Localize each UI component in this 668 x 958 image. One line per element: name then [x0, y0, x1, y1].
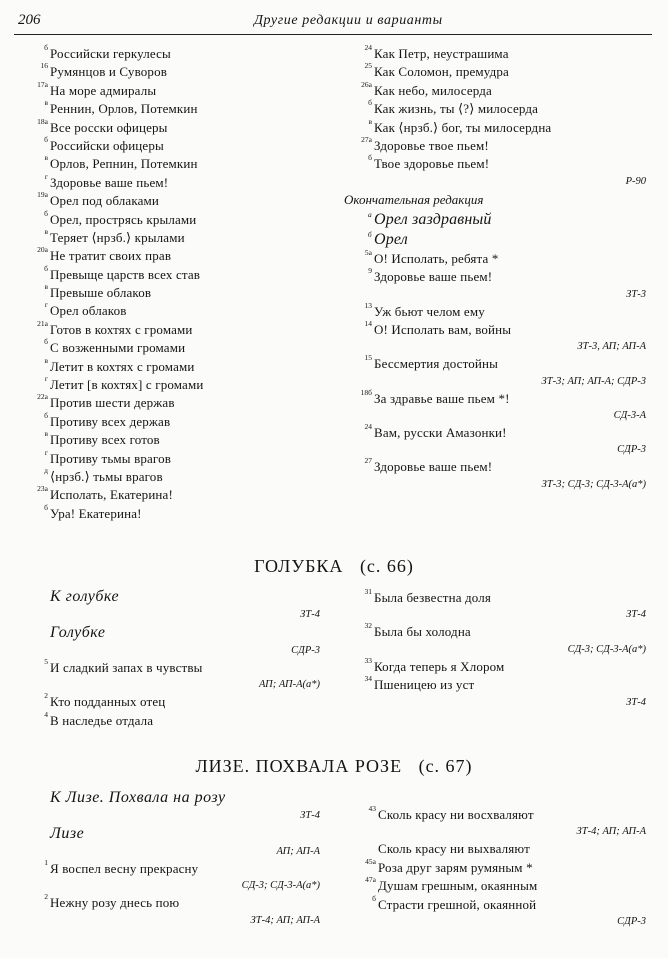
verse-line [37, 116, 335, 137]
line-marker: б [44, 502, 48, 512]
source-siglum: ЗТ-4; АП; АП-А [576, 826, 646, 838]
source-siglum: ЗТ-4 [626, 609, 646, 621]
running-header [14, 12, 652, 35]
line-text: Твое здоровье пьем! [374, 156, 490, 172]
line-marker: в [44, 355, 48, 365]
top-right-column [344, 43, 648, 493]
line-text: Превыше облаков [50, 285, 152, 301]
verse-line [44, 502, 335, 523]
verse-line [44, 98, 335, 118]
verse-line: 1 Я воспел весну прекрасну [44, 858, 199, 876]
line-text: Как Петр, неустрашима [374, 46, 509, 61]
top-left-column [37, 43, 335, 523]
line-text: Готов в кохтях с громами [50, 321, 193, 337]
verse-line [368, 98, 648, 118]
page-number: 206 [18, 12, 41, 28]
verse-line: 27 Здоровье ваше пьем! [364, 456, 493, 475]
line-text: Как жизнь, ты ⟨?⟩ милосерда [374, 101, 539, 117]
line-text: Против шести держав [50, 395, 175, 411]
line-marker: 25 [364, 61, 372, 71]
line-text: Ура! Екатерина! [50, 505, 142, 521]
line-marker: 27а [361, 134, 372, 144]
line-text: Теряет ⟨нрзб.⟩ крылами [50, 229, 185, 245]
verse-line: 32 Была бы холодна [364, 621, 471, 640]
running-title: Другие редакции и варианты [254, 13, 443, 28]
verse-line [44, 300, 335, 320]
line-marker: в [44, 226, 48, 236]
line-text: Противу тьмы врагов [50, 450, 172, 466]
line-text: Как Соломон, премудра [374, 64, 509, 80]
verse-line [368, 153, 648, 173]
verse-line: Сколь красу ни выхваляют [378, 841, 530, 857]
variant-title: К голубке [50, 588, 120, 605]
verse-line [37, 190, 335, 210]
verse-line [44, 171, 335, 192]
line-text: Здоровье твое пьем! [374, 137, 489, 153]
verse-line: 5 И сладкий запах в чувствы [44, 657, 203, 675]
golubka-right-column [364, 587, 648, 711]
line-marker: д [44, 465, 48, 475]
line-marker: г [44, 300, 48, 310]
verse-line [44, 374, 335, 394]
verse-line [361, 79, 648, 100]
verse-line: 43 Сколь красу ни восхваляют [368, 804, 534, 822]
line-marker: б [368, 153, 372, 163]
line-marker: 26а [361, 79, 372, 89]
verse-line [44, 447, 335, 468]
source-siglum: СД-3; СД-3-А(а*) [241, 880, 320, 892]
verse-line [37, 79, 335, 100]
title-variant-a: а Орел заздравный [367, 209, 492, 228]
verse-line: 14 О! Исполать вам, войны [364, 318, 512, 337]
verse-line [44, 282, 335, 302]
verse-line: 47а Душам грешным, окаянным [365, 875, 538, 894]
verse-line [37, 318, 335, 339]
line-marker: в [44, 282, 48, 292]
line-marker: 24 [364, 43, 372, 52]
source-siglum: СДР-3 [291, 645, 320, 656]
source-siglum: ЗТ-3; СД-3; СД-3-А(а*) [541, 478, 646, 490]
verse-line [44, 208, 335, 229]
line-text: Летит в кохтях с громами [50, 358, 195, 374]
line-text: Превыще царств всех став [50, 266, 201, 282]
verse-line: 24 Вам, русски Амазонки! [364, 422, 507, 441]
line-text: Реннин, Орлов, Потемкин [50, 101, 198, 117]
source-siglum: Р-90 [625, 175, 646, 187]
verse-line [44, 153, 335, 173]
verse-line [37, 392, 335, 412]
title-variant-b: б Орел [367, 229, 408, 248]
line-marker: 20а [37, 245, 48, 255]
verse-line: 2 Кто подданных отец [44, 691, 166, 710]
line-text: Как небо, милосерда [374, 82, 492, 98]
line-marker: 18а [37, 116, 48, 126]
line-text: Противу всех готов [50, 432, 160, 448]
line-text: Как ⟨нрзб.⟩ бог, ты милосердна [374, 119, 552, 135]
variant-title: Голубке [50, 624, 106, 641]
verse-line: 15 Бессмертия достойны [364, 353, 499, 372]
line-marker: в [368, 116, 372, 126]
source-siglum: СДР-3 [617, 444, 646, 456]
verse-line: 34 Пшеницею из уст [364, 674, 475, 693]
source-siglum: ЗТ-4; АП; АП-А [250, 914, 320, 926]
verse-line: 9 Здоровье ваше пьем! [368, 266, 493, 285]
source-siglum: СД-3-А [613, 410, 646, 422]
verse-line: 4 В наследье отдала [44, 709, 154, 728]
line-text: Орел облаков [50, 303, 127, 319]
line-text: Российски офицеры [50, 137, 164, 153]
section-title-lize: ЛИЗЕ. ПОХВАЛА РОЗЕ (с. 67) [195, 756, 473, 776]
verse-line [368, 116, 648, 137]
line-marker: б [44, 337, 48, 347]
source-siglum: АП; АП-А [276, 846, 320, 857]
verse-line [364, 61, 648, 81]
line-marker: г [44, 171, 48, 181]
line-marker: б [368, 98, 372, 108]
line-marker: б [44, 134, 48, 144]
verse-line [44, 43, 335, 63]
verse-line [44, 465, 335, 486]
verse-line [44, 226, 335, 247]
source-siglum: ЗТ-3 [626, 288, 646, 300]
verse-line: б Страсти грешной, окаянной [372, 893, 537, 912]
verse-line [44, 134, 335, 155]
verse-line: 45а Роза друг зарям румяным * [365, 856, 533, 875]
source-siglum: СДР-3 [617, 915, 646, 927]
verse-line [361, 134, 648, 155]
line-marker: 22а [37, 392, 48, 402]
source-siglum: ЗТ-3; АП; АП-А; СДР-3 [541, 375, 646, 387]
source-siglum: СД-3; СД-3-А(а*) [567, 643, 646, 655]
line-text: С возженными громами [50, 340, 186, 356]
verse-line [364, 43, 648, 63]
verse-line [44, 263, 335, 284]
lize-right-column [365, 804, 648, 930]
line-marker: б [44, 263, 48, 273]
verse-line [37, 484, 335, 504]
line-text: Здоровье ваше пьем! [50, 174, 169, 190]
line-text: Противу всех держав [50, 413, 171, 429]
line-text: Румянцов и Суворов [50, 64, 168, 80]
line-text: На море адмиралы [50, 82, 157, 98]
source-siglum: ЗТ-4 [300, 609, 320, 620]
line-marker: в [44, 429, 48, 439]
line-marker: б [44, 410, 48, 420]
verse-line [44, 355, 335, 376]
section-title-golubka: ГОЛУБКА (с. 66) [254, 556, 414, 576]
source-siglum: ЗТ-3, АП; АП-А [577, 341, 646, 353]
line-marker: 16 [40, 61, 48, 71]
line-marker: 19а [37, 190, 48, 200]
line-marker: в [44, 98, 48, 108]
line-text: Исполать, Екатерина! [50, 487, 173, 503]
verse-line: 5а О! Исполать, ребята * [364, 247, 499, 266]
line-text: Летит [в кохтях] с громами [50, 377, 204, 393]
variant-lines-24-27 [361, 43, 648, 174]
source-siglum: АП; АП-А(а*) [259, 679, 320, 691]
verse-line: 18б За здравье ваше пьем *! [360, 387, 510, 406]
verse-line: 33 Когда теперь я Хлором [364, 655, 505, 674]
line-marker: г [44, 447, 48, 457]
source-siglum: ЗТ-4 [626, 696, 646, 708]
verse-line: 13 Уж бьют челом ему [364, 300, 485, 319]
verse-line [44, 337, 335, 357]
line-text: Орлов, Репнин, Потемкин [50, 156, 198, 172]
line-marker: б [44, 43, 48, 52]
line-marker: 23а [37, 484, 48, 494]
line-text: Российски геркулесы [50, 46, 171, 61]
verse-line: 31 Была безвестна доля [364, 587, 492, 605]
line-marker: б [44, 208, 48, 218]
line-text: Не тратит своих прав [50, 248, 172, 264]
lize-left-column [44, 788, 322, 929]
line-text: Все росски офицеры [50, 119, 168, 135]
line-marker: в [44, 153, 48, 163]
line-text: Орел, прострясь крылами [50, 211, 197, 227]
source-siglum: ЗТ-4 [300, 810, 320, 821]
variant-title: К Лизе. Похвала на розу [50, 789, 226, 806]
verse-line: 2 Нежну розу днесь пою [44, 892, 180, 911]
line-marker: г [44, 374, 48, 384]
verse-line [40, 61, 335, 81]
line-text: ⟨нрзб.⟩ тьмы врагов [50, 468, 163, 484]
golubka-left-column [44, 587, 322, 730]
verse-line [37, 245, 335, 265]
line-marker: 17а [37, 79, 48, 89]
verse-line [44, 410, 335, 431]
line-marker: 21а [37, 318, 48, 328]
variant-title: Лизе [50, 825, 85, 842]
verse-line [44, 429, 335, 449]
line-text: Орел под облаками [50, 193, 160, 209]
final-edition-heading: Окончательная редакция [344, 191, 484, 207]
